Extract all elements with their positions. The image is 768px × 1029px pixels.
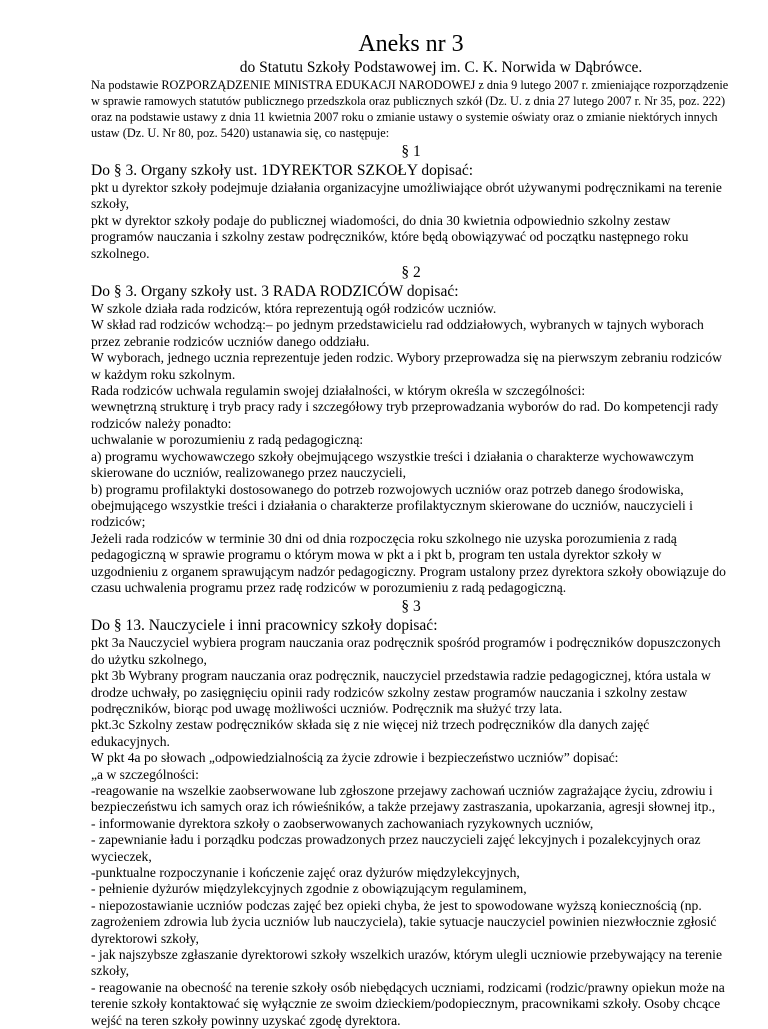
section-mark: § 3 (401, 598, 421, 616)
section-paragraph: pkt w dyrektor szkoły podaje do publicznej wiadomości, do dnia 30 kwietnia odpowiednio szkolny zestaw programów nauczania i szkolny zestaw podręczników, które będą obowiązywać od początku następnego roku szkolnego. (91, 212, 689, 261)
section-heading: Do § 3. Organy szkoły ust. 1DYREKTOR SZKOŁY dopisać: (91, 162, 474, 179)
section-heading: Do § 3. Organy szkoły ust. 3 RADA RODZICÓW dopisać: (91, 283, 459, 301)
section-paragraph: -punktualne rozpoczynanie i kończenie zajęć oraz dyżurów międzylekcyjnych, (91, 865, 520, 881)
section-paragraph: W pkt 4a po słowach „odpowiedzialnością za życie zdrowie i bezpieczeństwo uczniów” dopisać: (91, 750, 619, 766)
section-paragraph: W skład rad rodziców wchodzą:– po jednym przedstawicielu rad oddziałowych, wybranych w tajnych wyborach przez zebranie rodziców uczniów danego oddziału. (91, 317, 704, 349)
section-mark: § 1 (401, 143, 421, 160)
section-heading: Do § 13. Nauczyciele i inni pracownicy szkoły dopisać: (91, 617, 438, 635)
section-paragraph: Jeżeli rada rodziców w terminie 30 dni od dnia rozpoczęcia roku szkolnego nie uzyska porozumienia z radą pedagogiczną w sprawie programu o którym mowa w pkt a i pkt b, program ten ustala dyrektor szkoły w uzgodnieniu z organem sprawującym nadzór pedagogiczny. Program ustalony przez dyrektora szkoły obowiązuje do czasu uchwalenia programu przez radę rodziców w porozumieniu z radą pedagogiczną. (91, 530, 726, 595)
section-paragraph: wewnętrzną strukturę i tryb pracy rady i szczegółowy tryb przeprowadzania wyborów do rad. Do kompetencji rady rodziców należy ponadto: (91, 399, 719, 431)
section-paragraph: pkt.3c Szkolny zestaw podręczników składa się z nie więcej niż trzech podręczników dla danych zajęć edukacyjnych. (91, 717, 650, 749)
section-paragraph: -reagowanie na wszelkie zaobserwowane lub zgłoszone przejawy zachowań uczniów zagrażające życiu, zdrowiu i bezpieczeństwu ich samych oraz ich rówieśników, a także przejawy zastraszania, upokarzania, agresji słownej itp., (91, 783, 716, 815)
section-paragraph: - jak najszybsze zgłaszanie dyrektorowi szkoły wszelkich urazów, którym ulegli uczniowie przebywający na terenie szkoły, (91, 947, 722, 979)
section-paragraph: Rada rodziców uchwala regulamin swojej działalności, w którym określa w szczególności: (91, 383, 586, 399)
section-paragraph: W szkole działa rada rodziców, która reprezentują ogół rodziców uczniów. (91, 301, 497, 317)
document-subtitle: do Statutu Szkoły Podstawowej im. C. K. Norwida w Dąbrówce. (239, 59, 643, 76)
section-paragraph: - zapewnianie ładu i porządku podczas prowadzonych przez nauczycieli zajęć lekcyjnych i pozalekcyjnych oraz wycieczek, (91, 832, 701, 864)
section-3 (91, 597, 731, 1029)
section-paragraph: „a w szczególności: (91, 766, 199, 782)
section-paragraph: - niepozostawianie uczniów podczas zajęć bez opieki chyba, że jest to spowodowane wyższą koniecznością (np. zagrożeniem zdrowia lub życia uczniów lub nauczyciela), takie sytuacje nauczyciel powinien niezwłocznie zgłosić dyrektorowi szkoły, (91, 897, 717, 946)
section-mark: § 2 (401, 264, 421, 282)
section-paragraph: - reagowanie na obecność na terenie szkoły osób niebędących uczniami, rodzicami (rodzic/prawny opiekun może na terenie szkoły kontaktować się wyłącznie ze swoim dzieckiem/podopiecznym, pracownikami szkoły. Osoby chcące wejść na teren szkoły powinny uzyskać zgodę dyrektora. (91, 979, 725, 1028)
section-paragraph: b) programu profilaktyki dostosowanego do potrzeb rozwojowych uczniów oraz potrzeb danego środowiska, obejmującego wszystkie treści i działania o charakterze profilaktycznym skierowane do uczniów, nauczycieli i rodziców; (91, 481, 693, 530)
section-paragraph: - informowanie dyrektora szkoły o zaobserwowanych zachowaniach ryzykownych uczniów, (91, 815, 594, 831)
intro-paragraph: Na podstawie ROZPORZĄDZENIE MINISTRA EDUKACJI NARODOWEJ z dnia 9 lutego 2007 r. zmieniające rozporządzenie w sprawie ramowych statutów publicznego przedszkola oraz publicznych szkół (Dz. U. z dnia 27 lutego 2007 r. Nr 35, poz. 222) oraz na podstawie ustawy z dnia 11 kwietnia 2007 roku o zmianie ustawy o systemie oświaty oraz o zmianie niektórych innych ustaw (Dz. U. Nr 80, poz. 5420) ustanawia się, co następuje: (91, 78, 729, 140)
section-paragraph: pkt 3a Nauczyciel wybiera program nauczania oraz podręcznik spośród programów i podręczników dopuszczonych do użytku szkolnego, (91, 635, 721, 667)
document-title: Aneks nr 3 (358, 31, 464, 57)
section-1 (91, 142, 731, 262)
section-2 (91, 263, 731, 596)
section-paragraph: W wyborach, jednego ucznia reprezentuje jeden rodzic. Wybory przeprowadza się na pierwszym zebraniu rodziców w każdym roku szkolnym. (91, 350, 722, 382)
section-paragraph: uchwalanie w porozumieniu z radą pedagogiczną: (91, 432, 364, 448)
document-page (91, 30, 731, 1029)
section-paragraph: - pełnienie dyżurów międzylekcyjnych zgodnie z obowiązującym regulaminem, (91, 881, 527, 897)
section-paragraph: pkt u dyrektor szkoły podejmuje działania organizacyjne umożliwiające obrót używanymi podręcznikami na terenie szkoły, (91, 180, 722, 212)
section-paragraph: pkt 3b Wybrany program nauczania oraz podręcznik, nauczyciel przedstawia radzie pedagogicznej, która ustala w drodze uchwały, po zasięgnięciu opinii rady rodziców szkolny zestaw programów nauczania i szkolny zestaw podręczników, biorąc pod uwagę możliwości uczniów. Podręcznik ma służyć trzy lata. (91, 668, 711, 716)
section-paragraph: a) programu wychowawczego szkoły obejmującego wszystkie treści i działania o charakterze wychowawczym skierowane do uczniów, realizowanego przez nauczycieli, (91, 448, 694, 481)
